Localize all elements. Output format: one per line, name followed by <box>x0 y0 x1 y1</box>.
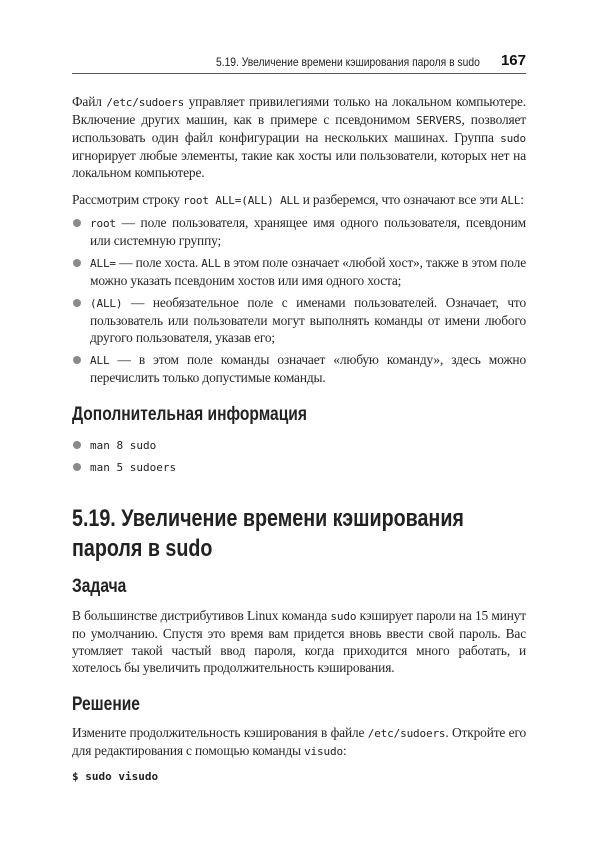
list-item <box>72 458 526 480</box>
consider-paragraph <box>72 191 526 209</box>
text-run: Рассмотрим строку <box>72 192 183 207</box>
man-page-ref: man 5 sudoers <box>90 461 177 474</box>
text-run: Файл <box>72 94 107 109</box>
text-run: управляет привилегиями только на локальном компьютере. Включение других машин, как в примере с псевдонимом <box>72 94 526 127</box>
man-page-ref: man 8 sudo <box>90 439 157 452</box>
command-line: $ sudo visudo <box>72 770 159 783</box>
list-item <box>72 294 526 346</box>
page-content <box>72 93 526 783</box>
text-run: : <box>342 743 347 758</box>
inline-code: (ALL) <box>90 297 123 310</box>
running-title: 5.19. Увеличение времени кэширования пароля в sudo <box>216 55 480 69</box>
additional-info-heading: Дополнительная информация <box>72 404 307 425</box>
text-run: — в этом поле команды означает «любую команду», здесь можно перечислить только допустимые команды. <box>90 352 526 385</box>
text-run: — поле пользователя, хранящее имя одного пользователя, псевдоним или системную группу; <box>90 215 526 248</box>
inline-code: root ALL=(ALL) ALL <box>182 194 300 207</box>
bullet-icon <box>73 299 81 307</box>
section-heading-line: пароля в sudo <box>72 535 213 562</box>
text-run: : <box>520 192 524 207</box>
inline-code: root <box>90 217 116 230</box>
text-run: В большинстве дистрибутивов Linux команда <box>72 608 331 623</box>
list-item <box>72 436 526 458</box>
inline-code: sudo <box>500 132 526 145</box>
list-item <box>72 214 526 249</box>
header-rule <box>72 73 526 74</box>
bullet-icon <box>73 259 81 267</box>
text-run: Измените продолжительность кэширования в файле <box>72 725 368 740</box>
running-header <box>72 52 526 74</box>
task-paragraph <box>72 607 526 676</box>
task-heading: Задача <box>72 576 127 597</box>
text-run: — поле хоста. <box>115 255 202 270</box>
text-run: игнорирует любые элементы, такие как хосты или пользователи, которых нет на локальном компьютере. <box>72 148 526 180</box>
field-list <box>72 214 526 386</box>
bullet-icon <box>73 219 81 227</box>
text-run: — необязательное поле с именами пользователей. Означает, что пользователь или пользователи могут выполнять команды от имени любого другого пользователя, указав его; <box>90 295 526 345</box>
inline-code: /etc/sudoers <box>367 727 446 740</box>
bullet-icon <box>73 463 81 471</box>
text-run: кэширует пароли на 15 минут по умолчанию. Спустя это время вам придется вновь ввести свой пароль. Вас утомляет такой частый ввод пароля, когда приходится много работать, и хотелось бы увеличить продолжительность кэширования. <box>72 608 526 675</box>
list-item <box>72 351 526 386</box>
inline-code: ALL <box>90 354 110 367</box>
inline-code: ALL <box>201 257 221 270</box>
bullet-icon <box>73 441 81 449</box>
section-heading <box>72 504 464 564</box>
inline-code: ALL <box>500 194 521 207</box>
references-list <box>72 436 526 480</box>
list-item <box>72 254 526 289</box>
inline-code: ALL= <box>90 257 116 270</box>
inline-code: /etc/sudoers <box>106 96 185 109</box>
inline-code: visudo <box>304 745 343 758</box>
inline-code: sudo <box>330 610 357 623</box>
text-run: и разберемся, что означают все эти <box>299 192 501 207</box>
solution-heading: Решение <box>72 694 140 715</box>
solution-paragraph <box>72 724 526 760</box>
text-run: в этом поле означает «любой хост», также в этом поле можно указать псевдоним хостов или имя одного хоста; <box>90 255 526 288</box>
text-run: . Откройте его для редактирования с помощью команды <box>72 725 526 758</box>
section-heading-line: 5.19. Увеличение времени кэширования <box>72 505 464 532</box>
page-number: 167 <box>500 52 526 69</box>
text-run: , позволяет использовать один файл конфигурации на нескольких машинах. Группа <box>72 112 526 145</box>
bullet-icon <box>73 356 81 364</box>
intro-paragraph <box>72 93 526 181</box>
inline-code: SERVERS <box>416 114 462 127</box>
